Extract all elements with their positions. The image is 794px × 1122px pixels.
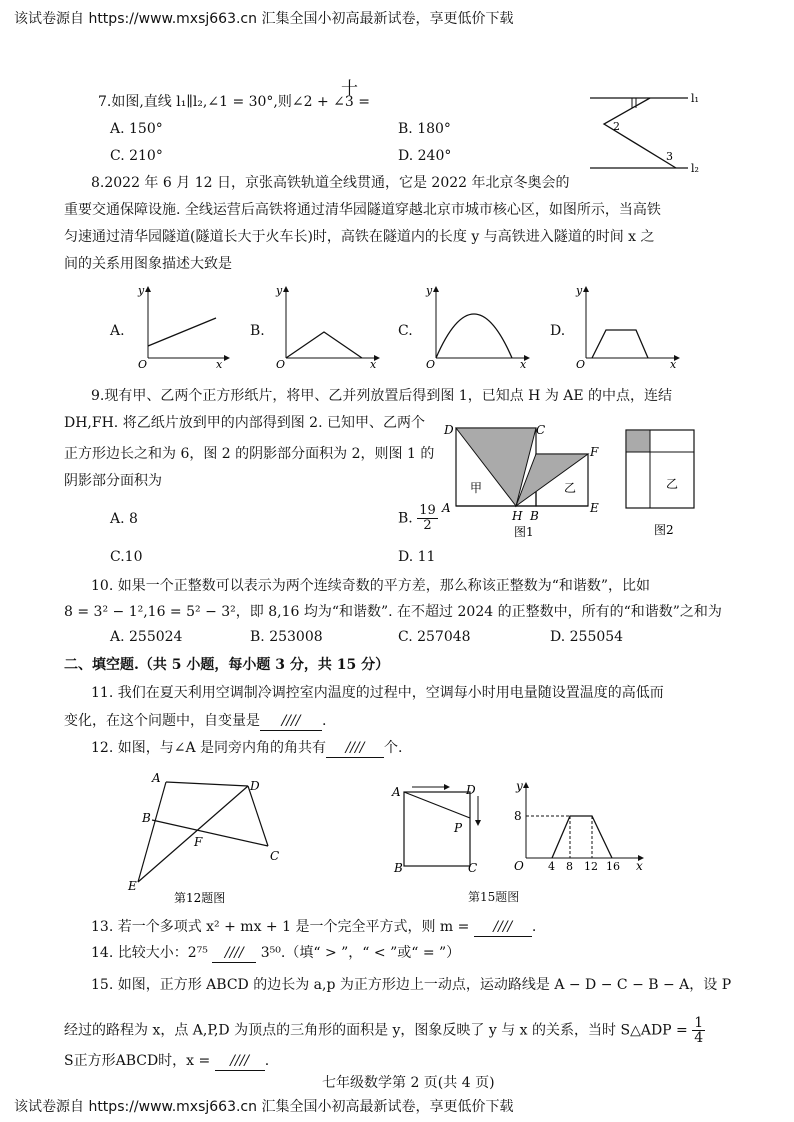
q15-label-b: B — [394, 861, 403, 875]
q9-fig1-b: B — [530, 509, 539, 523]
q15-answer-blank[interactable]: //// — [215, 1052, 265, 1071]
page-label: 七年级数学第 2 页(共 4 页) — [322, 1075, 495, 1091]
q9-fig2-yi: 乙 — [666, 477, 679, 491]
q9-fig1-h: H — [512, 509, 523, 523]
svg-text:O: O — [276, 358, 286, 371]
q15-graph-o: O — [514, 859, 524, 873]
q9-fig1-jia: 甲 — [470, 481, 483, 495]
q12-label-d: D — [250, 779, 260, 793]
svg-text:y: y — [276, 284, 283, 297]
q15-caption: 第15题图 — [468, 890, 520, 904]
q12-label-e: E — [128, 879, 137, 893]
q9-option-d: D. 11 — [398, 549, 436, 565]
q11-answer-blank[interactable]: //// — [260, 712, 322, 731]
q14-line: 14. 比较大小：2⁷⁵ //// 3⁵⁰.（填“ > ”，“ < ”或“ = ”） — [91, 945, 461, 961]
q9-fig1-f: F — [590, 445, 599, 459]
q9-fig1-a: A — [442, 501, 451, 515]
q8-option-c: C. — [398, 323, 413, 339]
svg-text:x: x — [216, 358, 223, 371]
q15-graph-8: 8 — [514, 809, 522, 823]
q9-line3: 正方形边长之和为 6，图 2 的阴影部分面积为 2，则图 1 的 — [64, 446, 435, 462]
q9-option-b: B. $\frac{19}{2}$ — [398, 503, 436, 533]
q10-line1: 10. 如果一个正整数可以表示为两个连续奇数的平方差，那么称该正整数为“和谐数”，比如 — [91, 578, 651, 594]
q15-graph — [508, 780, 648, 880]
q9-fig1-d: D — [444, 423, 454, 437]
q7-option-a: A. 150° — [110, 121, 163, 137]
q15-label-a: A — [392, 785, 401, 799]
q9-option-a: A. 8 — [110, 511, 138, 527]
q8-option-b: B. — [250, 323, 265, 339]
q7-angle2-label: 2 — [613, 120, 620, 133]
q8-graph-a — [132, 284, 232, 371]
q13-answer-blank[interactable]: //// — [474, 918, 532, 937]
q12-label-c: C — [270, 849, 280, 863]
q15-label-d: D — [466, 783, 476, 797]
q14-answer-blank[interactable]: //// — [212, 944, 256, 963]
q7-option-c: C. 210° — [110, 148, 163, 164]
q15-label-p: P — [454, 821, 463, 835]
header-source-line: 该试卷源自 https://www.mxsj663.cn 汇集全国小初高最新试卷，享更低价下载 — [14, 11, 514, 27]
q7-stem: 7.如图,直线 l₁∥l₂,∠1 = 30°,则∠2 + ∠3 = — [98, 94, 370, 110]
q10-option-b: B. 253008 — [250, 629, 323, 645]
q11-line2: 变化，在这个问题中，自变量是 //// . — [64, 713, 327, 729]
q7-l1-label: l₁ — [691, 92, 699, 105]
q12-label-f: F — [194, 835, 203, 849]
svg-text:O: O — [576, 358, 586, 371]
q8-option-d: D. — [550, 323, 566, 339]
svg-text:y: y — [426, 284, 433, 297]
q12-line: 12. 如图，与∠A 是同旁内角的角共有 //// 个. — [91, 740, 403, 756]
q9-line1: 9.现有甲、乙两个正方形纸片，将甲、乙并列放置后得到图 1，已知点 H 为 AE 的中点，连结 — [91, 388, 673, 404]
q8-graph-c — [420, 284, 532, 371]
q7-figure — [580, 86, 700, 182]
q9-option-c: C.10 — [110, 549, 143, 565]
q11-line1: 11. 我们在夏天利用空调制冷调控室内温度的过程中，空调每小时用电量随设置温度的高低而 — [91, 685, 664, 701]
svg-text:y: y — [138, 284, 145, 297]
svg-text:x: x — [520, 358, 527, 371]
svg-text:y: y — [576, 284, 583, 297]
q8-option-a: A. — [110, 323, 125, 339]
q12-label-b: B — [142, 811, 151, 825]
q9-figure2 — [620, 424, 700, 540]
q12-label-a: A — [152, 771, 161, 785]
q15-tick-4: 4 — [548, 860, 555, 873]
q15-tick-16: 16 — [606, 860, 620, 873]
q8-line2: 重要交通保障设施. 全线运营后高铁将通过清华园隧道穿越北京市城市核心区，如图所示，当高铁 — [64, 202, 661, 218]
q9-fig1-caption: 图1 — [514, 525, 534, 539]
q15-graph-y: y — [516, 779, 523, 793]
q15-line3: S正方形ABCD时，x = //// . — [64, 1053, 270, 1069]
svg-text:O: O — [138, 358, 148, 371]
svg-text:x: x — [670, 358, 677, 371]
q9-line4: 阴影部分面积为 — [64, 473, 162, 489]
section-fill-in-title: 二、填空题.（共 5 小题，每小题 3 分，共 15 分） — [64, 657, 390, 673]
q15-graph-x: x — [636, 859, 643, 873]
q9-fig1-yi: 乙 — [564, 481, 577, 495]
q9-fig1-c: C — [536, 423, 546, 437]
q15-line2: 经过的路程为 x，点 A,P,D 为顶点的三角形的面积是 y，图象反映了 y 与 x 的关系，当时 S△ADP = $\frac{1}{4}$ — [64, 1015, 704, 1046]
q7-angle3-label: 3 — [666, 150, 673, 163]
q8-graph-b — [270, 284, 382, 371]
q9-fig1-e: E — [590, 501, 599, 515]
q9-line2: DH,FH. 将乙纸片放到甲的内部得到图 2. 已知甲、乙两个 — [64, 415, 425, 431]
q8-graph-d — [570, 284, 682, 371]
footer-source-line: 该试卷源自 https://www.mxsj663.cn 汇集全国小初高最新试卷，享更低价下载 — [14, 1099, 514, 1115]
q15-line1: 15. 如图，正方形 ABCD 的边长为 a,p 为正方形边上一动点，运动路线是 A − D − C − B − A，设 P — [91, 977, 732, 993]
svg-text:x: x — [370, 358, 377, 371]
q8-line4: 间的关系用图象描述大致是 — [64, 256, 232, 272]
q7-option-b: B. 180° — [398, 121, 451, 137]
q8-line1: 8.2022 年 6 月 12 日，京张高铁轨道全线贯通，它是 2022 年北京冬奥会的 — [91, 175, 570, 191]
q12-caption: 第12题图 — [174, 891, 226, 905]
q15-label-c: C — [468, 861, 478, 875]
q12-answer-blank[interactable]: //// — [326, 739, 384, 758]
q8-line3: 匀速通过清华园隧道(隧道长大于火车长)时，高铁在隧道内的长度 y 与高铁进入隧道的时间 x 之 — [64, 229, 655, 245]
q10-line2: 8 = 3² − 1²,16 = 5² − 3²，即 8,16 均为“和谐数”. 在不超过 2024 的正整数中，所有的“和谐数”之和为 — [64, 604, 722, 620]
q9-figure1 — [440, 420, 610, 542]
svg-text:O: O — [426, 358, 436, 371]
q10-option-a: A. 255024 — [110, 629, 183, 645]
handwritten-mark: 十 — [341, 79, 358, 99]
q15-tick-8: 8 — [566, 860, 573, 873]
q13-line: 13. 若一个多项式 x² + mx + 1 是一个完全平方式，则 m = //// . — [91, 919, 537, 935]
q15-tick-12: 12 — [584, 860, 598, 873]
q9-fig2-caption: 图2 — [654, 523, 674, 537]
q10-option-d: D. 255054 — [550, 629, 624, 645]
q7-l2-label: l₂ — [691, 162, 699, 175]
q7-option-d: D. 240° — [398, 148, 452, 164]
q10-option-c: C. 257048 — [398, 629, 471, 645]
q12-figure — [118, 768, 298, 904]
